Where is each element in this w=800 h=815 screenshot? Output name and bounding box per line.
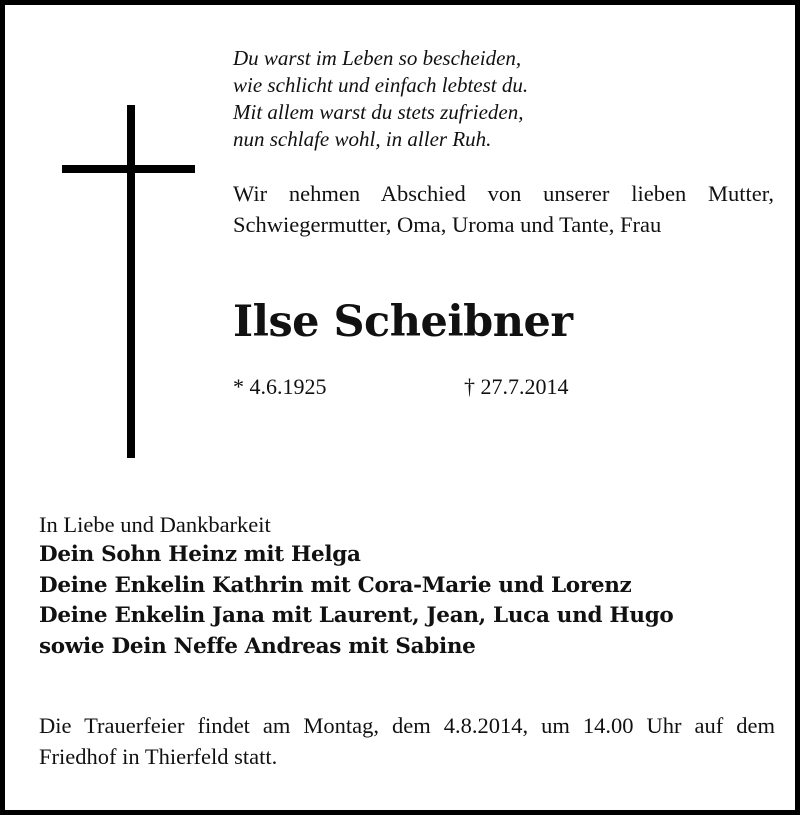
cross-horizontal-bar bbox=[62, 165, 195, 173]
mourner-line: sowie Dein Neffe Andreas mit Sabine bbox=[39, 633, 476, 659]
funeral-notice: Die Trauerfeier findet am Montag, dem 4.8.2014, um 14.00 Uhr auf dem Friedhof in Thierfeld statt. bbox=[39, 713, 775, 769]
deceased-name: Ilse Scheibner bbox=[233, 297, 573, 347]
mourners-intro: In Liebe und Dankbarkeit bbox=[39, 512, 271, 537]
poem-line: wie schlicht und einfach lebtest du. bbox=[233, 73, 529, 97]
birth-date: * 4.6.1925 bbox=[233, 374, 327, 399]
farewell-intro: Wir nehmen Abschied von unserer lieben Mutter, Schwiegermutter, Oma, Uroma und Tante, Frau bbox=[233, 181, 774, 237]
mourner-line: Deine Enkelin Jana mit Laurent, Jean, Luca und Hugo bbox=[39, 603, 674, 628]
mourner-line: Dein Sohn Heinz mit Helga bbox=[39, 542, 361, 567]
poem-line: Mit allem warst du stets zufrieden, bbox=[233, 100, 524, 124]
poem-line: Du warst im Leben so bescheiden, bbox=[233, 46, 522, 70]
mourners-list bbox=[39, 540, 673, 662]
memorial-poem bbox=[233, 45, 528, 153]
cross-vertical-bar bbox=[127, 105, 135, 458]
death-date: † 27.7.2014 bbox=[464, 374, 569, 399]
poem-line: nun schlafe wohl, in aller Ruh. bbox=[233, 127, 492, 151]
mourner-line: Deine Enkelin Kathrin mit Cora-Marie und Lorenz bbox=[39, 572, 632, 598]
